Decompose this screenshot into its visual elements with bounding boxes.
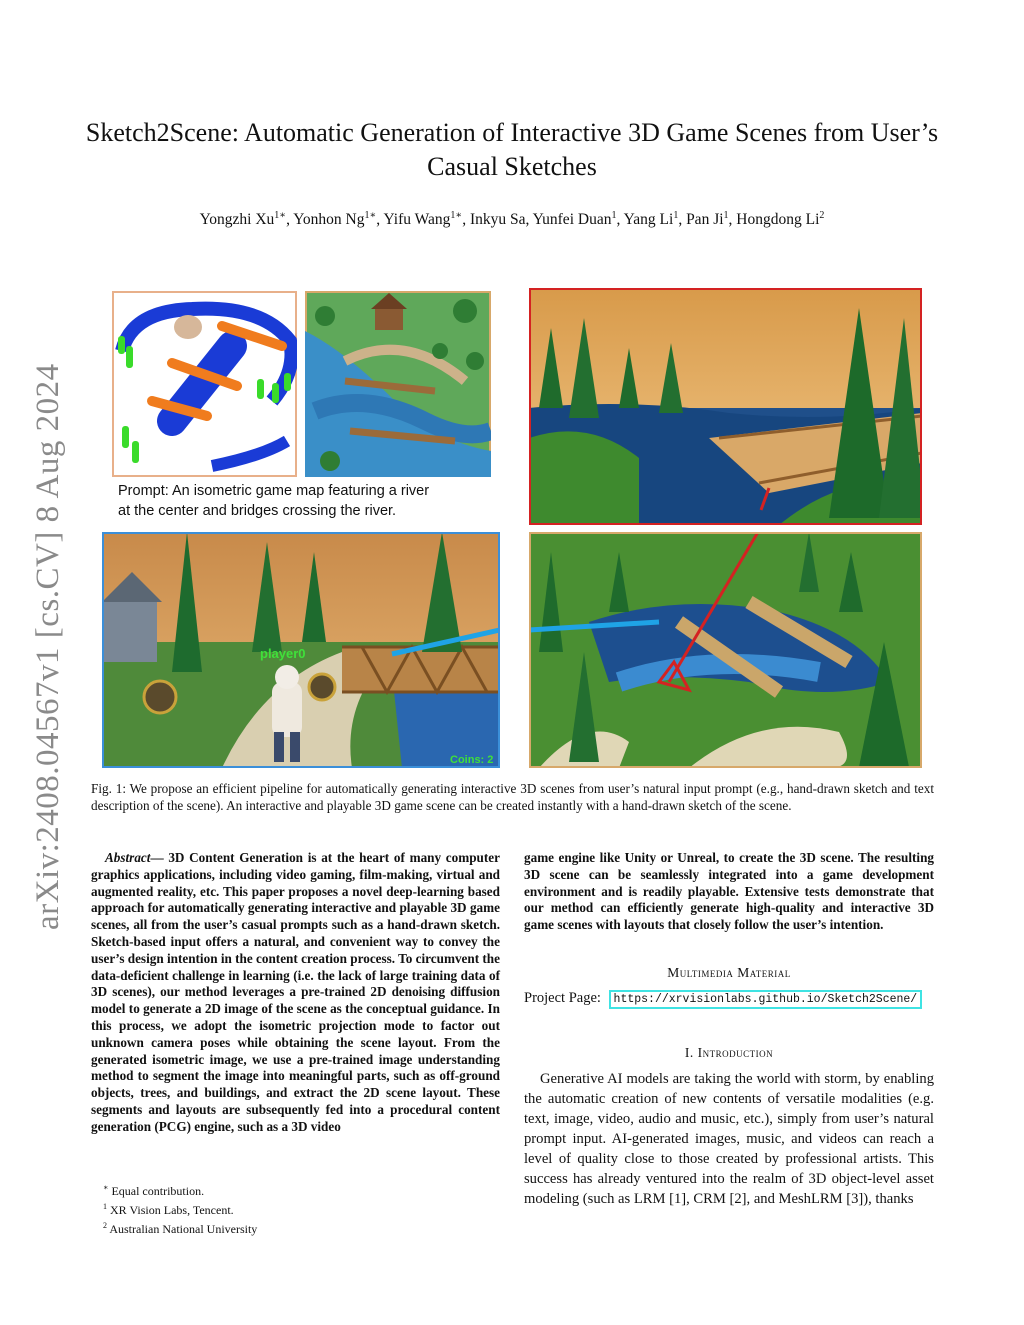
footnotes	[103, 1180, 257, 1237]
author: Inkyu Sa,	[469, 211, 533, 229]
abstract-label: Abstract	[105, 850, 151, 865]
project-page-label: Project Page:	[524, 990, 601, 1006]
sketch-panel	[112, 291, 297, 477]
arxiv-identifier: arXiv:2408.04567v1 [cs.CV] 8 Aug 2024	[30, 363, 66, 930]
introduction-heading: I. Introduction	[684, 1045, 774, 1060]
abstract-body: — 3D Content Generation is at the heart of many computer graphics applications, including video gaming, film-making, virtual and augmented reality, etc. This paper proposes a novel deep-learning based approach for automatically generating interactive and playable 3D game scenes, all from the user’s casual prompts such as a hand-drawn sketch. Sketch-based input offers a natural, and convenient way to convey the user’s design intention in the content creation process. To circumvent the data-deficient challenge in learning (i.e. the lack of large training data of 3D scenes), our method leverages a pre-trained 2D denoising diffusion model to generate a 2D image of the scene as the conceptual guidance. In this process, we adopt the isometric projection mode to factor out unknown camera poses while obtaining the scene layout. From the generated isometric image, we use a pre-trained image understanding method to segment the image into meaningful parts, such as off-ground objects, trees, and buildings, and extract the 2D scene layout. These segments and layouts are subsequently fed into a procedural content generation (PCG) engine, such as a 3D video	[91, 850, 500, 1134]
multimedia-heading: Multimedia Material	[667, 965, 791, 980]
author: Pan Ji$^1$,	[686, 210, 737, 229]
player-label: player0	[260, 646, 306, 661]
footnote: ∗ Equal contribution.	[103, 1183, 205, 1198]
introduction-body: Generative AI models are taking the world with storm, by enabling the automatic creation of new contents of versatile modalities (e.g. text, image, video, audio and music, etc.), simply from user’s natural prompt input. AI-generated images, music, and videos can reach a level of quality close to those created by professional artists. This success has already ventured into the realm of 3D object-level asset modeling (such as LRM [1], CRM [2], and MeshLRM [3]), thanks	[524, 1071, 934, 1207]
paper-title: Sketch2Scene: Automatic Generation of Interactive 3D Game Scenes from User’s Casual Sketches	[85, 118, 939, 181]
figure-caption: Fig. 1: We propose an efficient pipeline for automatically generating interactive 3D scenes from user’s natural input prompt (e.g., hand-drawn sketch and text description of the scene). An interactive and playable 3D game scene can be created instantly with a hand-drawn sketch of the scene.	[91, 781, 934, 813]
author-list	[60, 210, 964, 229]
project-page-link[interactable]: https://xrvisionlabs.github.io/Sketch2Scene/	[609, 990, 923, 1009]
project-page-line	[524, 990, 922, 1007]
coins-label: Coins: 2	[450, 754, 494, 766]
author: Yonhon $Ng^{1∗}$,	[293, 210, 384, 229]
footnote: $^2$ Australian National University	[103, 1221, 258, 1236]
author: Yongzhi $Xu^{1∗}$,	[199, 210, 294, 229]
author: Yifu Wang$^{1∗}$,	[383, 210, 470, 229]
author: Hongdong Li$^2$	[736, 210, 825, 229]
figure-prompt-text: Prompt: An isometric game map featuring a river at the center and bridges crossing the river.	[118, 483, 430, 519]
isometric-map-panel	[305, 291, 491, 477]
abstract-left-column	[91, 850, 500, 1136]
gameplay-panel	[102, 532, 500, 768]
footnote: $^1$ XR Vision Labs, Tencent.	[103, 1202, 234, 1217]
abstract-continued: game engine like Unity or Unreal, to create the 3D scene. The resulting 3D scene can be seamlessly integrated into a game development environment and is readily playable. Extensive tests demonstrate that our method can efficiently generate high-quality and interactive 3D game scenes with layouts that closely follow the user’s intention.	[524, 850, 934, 933]
author: Yang Li$^1$,	[623, 210, 687, 229]
scene-closeup-panel	[529, 288, 922, 525]
author: Yunfei Duan$^1$,	[532, 210, 624, 229]
scene-overview-panel	[529, 532, 922, 768]
